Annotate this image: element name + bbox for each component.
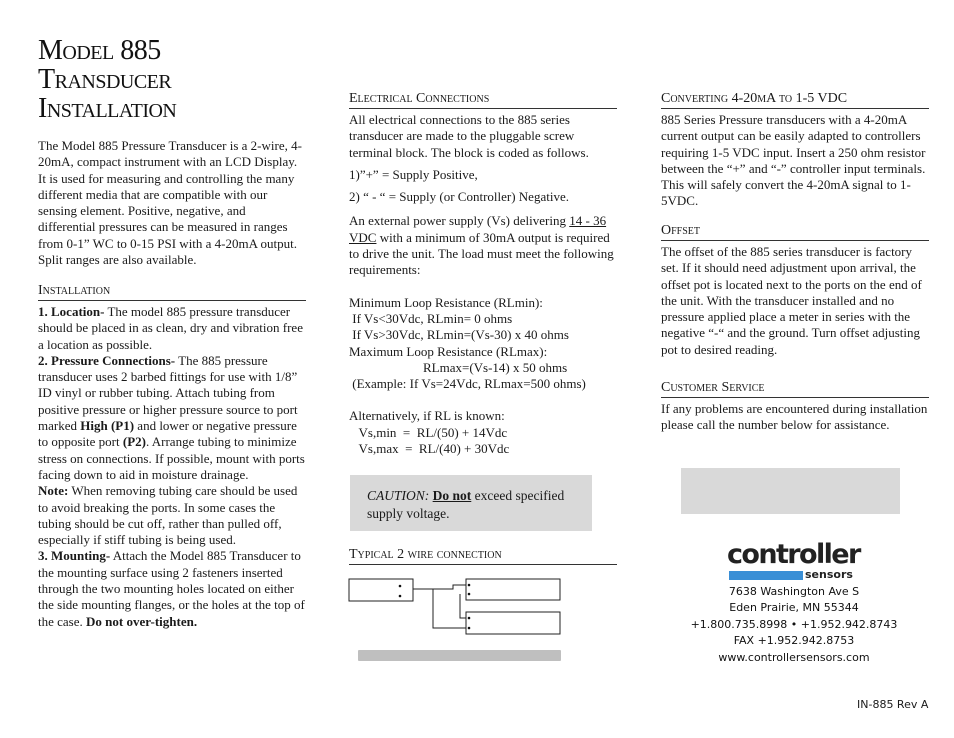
electrical-intro: All electrical connections to the 885 series transducer are made to the pluggable screw terminal block. The block is coded as follows. xyxy=(349,112,589,160)
terminal-dot xyxy=(468,584,471,587)
loop-resistance: Minimum Loop Resistance (RLmin): If Vs<30Vdc, RLmin= 0 ohms If Vs>30Vdc, RLmin=(Vs-30) x 40 ohms Maximum Loop Resistance (RLmax): RLmax=(Vs-14) x 50 ohms (Example: If Vs=24Vdc, RLmax=500 ohms) xyxy=(349,294,586,392)
contact-info xyxy=(661,584,927,666)
terminal-dot xyxy=(399,585,402,588)
known-rl: Alternatively, if RL is known: Vs,min = RL/(50) + 14Vdc Vs,max = RL/(40) + 30Vdc xyxy=(349,408,510,457)
service-heading: Customer Service xyxy=(661,379,929,398)
power-supply-box xyxy=(349,579,413,601)
pin2-text: 2) “ - “ = Supply (or Controller) Negative. xyxy=(349,189,569,205)
converting-heading: Converting 4-20mA to 1-5 VDC xyxy=(661,90,929,109)
address-line2: Eden Prairie, MN 55344 xyxy=(729,601,859,615)
terminal-dot xyxy=(468,627,471,630)
converting-text: 885 Series Pressure transducers with a 4-20mA current output can be easily adapted to controllers requiring 1-5 VDC input. Insert a 250 ohm resistor between the “+” and “-” controller input terminals. This will safely convert the 4-20mA signal to 1-5VDC. xyxy=(661,112,926,209)
pressure-paragraph: 2. Pressure Connections- The 885 pressure transducer uses 2 barbed fittings for use with 1/8” ID vinyl or rubber tubing. Attach tubing from positive pressure or higher pressure source to port marked High (P1) and lower or negative pressure to opposite port (P2). Arrange tubing to minimize stress on connections. If possible, mount with ports facing down to aid in moisture drainage. xyxy=(38,352,305,482)
intro-paragraph: The Model 885 Pressure Transducer is a 2-wire, 4-20mA, compact instrument with an LCD Display. It is used for measuring and controlling the many different media that are compatible with our sensing element. Positive, negative, and differential pressures can be measured in ranges from 0-1” WC to 0-15 PSI with a 4-20mA output. Split ranges are also available. xyxy=(38,138,302,268)
caution-box: CAUTION: Do not exceed specified supply voltage. xyxy=(350,475,592,531)
wire-loop xyxy=(433,589,466,628)
pin1-text: 1)”+” = Supply Positive, xyxy=(349,166,478,182)
note-paragraph: Note: When removing tubing care should be used to avoid breaking the ports. In some cases the tubing should be cut off, rather than pulled off, especially if stiff tubing is being used. xyxy=(38,483,298,548)
service-section xyxy=(661,379,929,434)
transducer-box xyxy=(466,579,560,600)
typical-heading: Typical 2 wire connection xyxy=(349,546,617,565)
phone-numbers: +1.800.735.8998 • +1.952.942.8743 xyxy=(690,617,898,631)
mounting-paragraph: 3. Mounting- Attach the Model 885 Transducer to the mounting surface using 2 fasteners inserted through the two mounting holes located on either the side mounting flanges, or the holes at the top of the case. Do not over-tighten. xyxy=(38,548,305,629)
location-paragraph: 1. Location- The model 885 pressure transducer should be placed in as clean, dry and vibration free a location as possible. xyxy=(38,304,303,352)
diagram-bar xyxy=(358,650,561,661)
terminal-dot xyxy=(468,593,471,596)
installation-heading: Installation xyxy=(38,282,306,301)
wire-positive xyxy=(413,585,466,589)
wire-signal xyxy=(460,594,466,618)
website: www.controllersensors.com xyxy=(718,650,870,664)
controller-box xyxy=(466,612,560,634)
revision-label: IN-885 Rev A xyxy=(857,698,929,711)
offset-section xyxy=(661,222,929,358)
service-text: If any problems are encountered during installation please call the number below for assistance. xyxy=(661,401,928,433)
terminal-dot xyxy=(399,595,402,598)
wiring-diagram xyxy=(348,575,563,665)
supply-paragraph: An external power supply (Vs) delivering 14 - 36 VDC with a minimum of 30mA output is required to drive the unit. The load must meet the following requirements: xyxy=(349,213,614,278)
terminal-dot xyxy=(468,617,471,620)
offset-heading: Offset xyxy=(661,222,929,241)
installation-section xyxy=(38,282,306,630)
fax-number: FAX +1.952.942.8753 xyxy=(733,634,855,648)
converting-section xyxy=(661,90,929,210)
electrical-section xyxy=(349,90,617,457)
offset-text: The offset of the 885 series transducer is factory set. If it should need adjustment upon arrival, the offset pot is located next to the ports on the end of the unit. With the transducer installed and no pressure applied place a meter in series with the negative “-“ and the ground. Turn offset adjusting pot to desired reading. xyxy=(661,244,922,357)
electrical-heading: Electrical Connections xyxy=(349,90,617,109)
gray-placeholder-box xyxy=(681,468,900,514)
logo-bar xyxy=(729,571,803,580)
intro-section xyxy=(38,138,306,268)
typical-section xyxy=(349,546,617,565)
address-line1: 7638 Washington Ave S xyxy=(728,585,860,598)
company-logo: controller sensors xyxy=(727,539,860,581)
page-title: Model 885 Transducer Installation xyxy=(38,35,177,124)
